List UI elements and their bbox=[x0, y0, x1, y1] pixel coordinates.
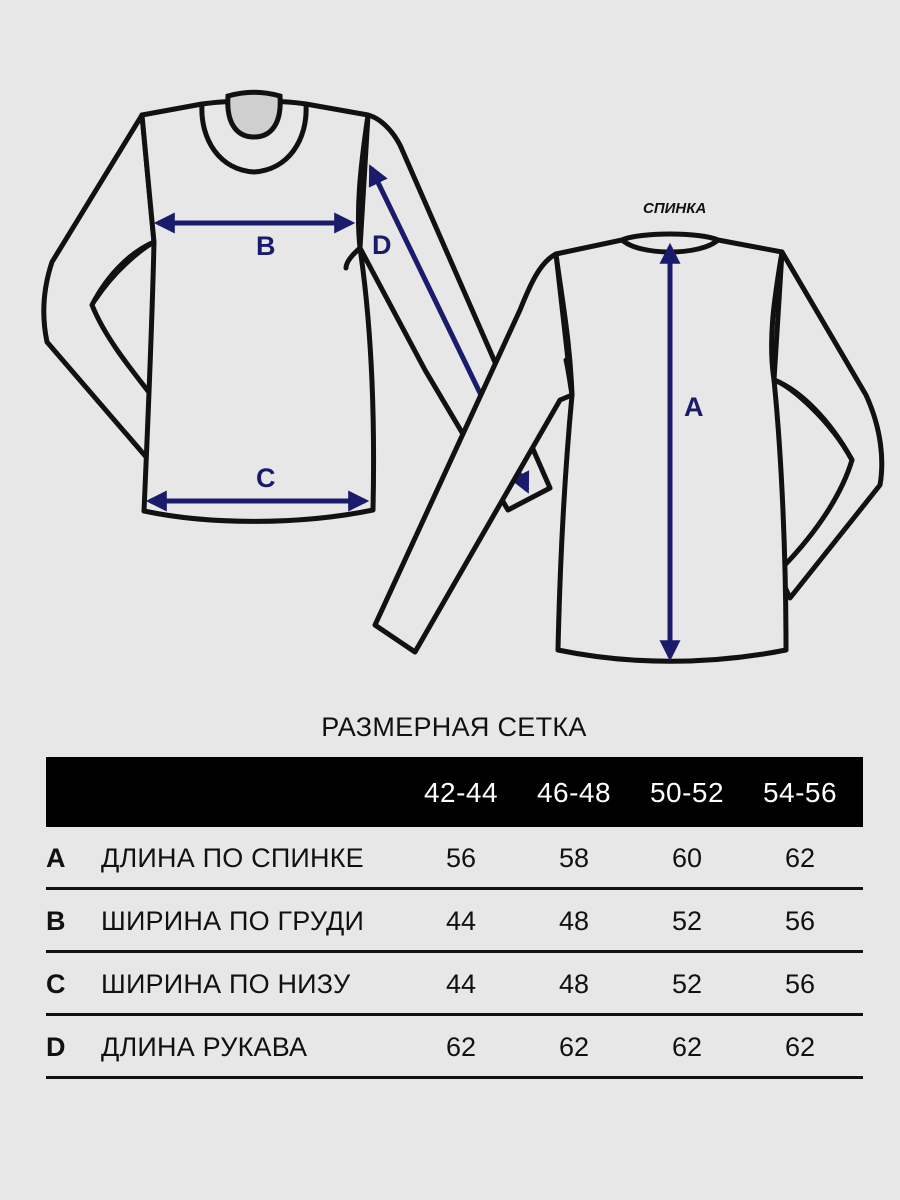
row-value: 62 bbox=[784, 1032, 816, 1062]
row-value: 56 bbox=[445, 843, 477, 873]
row-parameter: ШИРИНА ПО НИЗУ bbox=[101, 969, 351, 999]
table-row bbox=[46, 827, 863, 890]
size-header-3: 50-52 bbox=[649, 777, 725, 808]
row-value: 48 bbox=[558, 969, 590, 999]
row-value: 44 bbox=[445, 906, 477, 936]
size-table bbox=[46, 757, 863, 1079]
row-value: 58 bbox=[558, 843, 590, 873]
size-table-header bbox=[46, 757, 863, 827]
row-parameter: ШИРИНА ПО ГРУДИ bbox=[101, 906, 365, 936]
row-value: 52 bbox=[671, 969, 703, 999]
measure-c-label: C bbox=[256, 463, 276, 493]
row-parameter: ДЛИНА РУКАВА bbox=[101, 1032, 308, 1062]
row-value: 62 bbox=[671, 1032, 703, 1062]
table-row bbox=[46, 953, 863, 1016]
size-header-1: 42-44 bbox=[423, 777, 499, 808]
table-row bbox=[46, 1016, 863, 1079]
size-header-4: 54-56 bbox=[762, 777, 838, 808]
row-value: 52 bbox=[671, 906, 703, 936]
row-value: 44 bbox=[445, 969, 477, 999]
row-letter: B bbox=[46, 906, 66, 936]
row-value: 62 bbox=[445, 1032, 477, 1062]
size-header-2: 46-48 bbox=[536, 777, 612, 808]
row-value: 60 bbox=[671, 843, 703, 873]
row-letter: D bbox=[46, 1032, 66, 1062]
row-parameter: ДЛИНА ПО СПИНКЕ bbox=[101, 843, 364, 873]
measure-b-label: B bbox=[256, 231, 276, 261]
size-chart-title: РАЗМЕРНАЯ СЕТКА bbox=[321, 712, 587, 742]
row-value: 56 bbox=[784, 906, 816, 936]
measure-d-label: D bbox=[372, 230, 392, 260]
row-value: 48 bbox=[558, 906, 590, 936]
row-letter: A bbox=[46, 843, 66, 873]
front-collar-back-inner bbox=[228, 92, 280, 137]
measure-a-label: A bbox=[684, 392, 704, 422]
table-row bbox=[46, 890, 863, 953]
back-view-caption: СПИНКА bbox=[643, 200, 707, 217]
row-letter: C bbox=[46, 969, 66, 999]
row-value: 62 bbox=[784, 843, 816, 873]
row-value: 62 bbox=[558, 1032, 590, 1062]
front-torso bbox=[142, 101, 374, 521]
row-value: 56 bbox=[784, 969, 816, 999]
